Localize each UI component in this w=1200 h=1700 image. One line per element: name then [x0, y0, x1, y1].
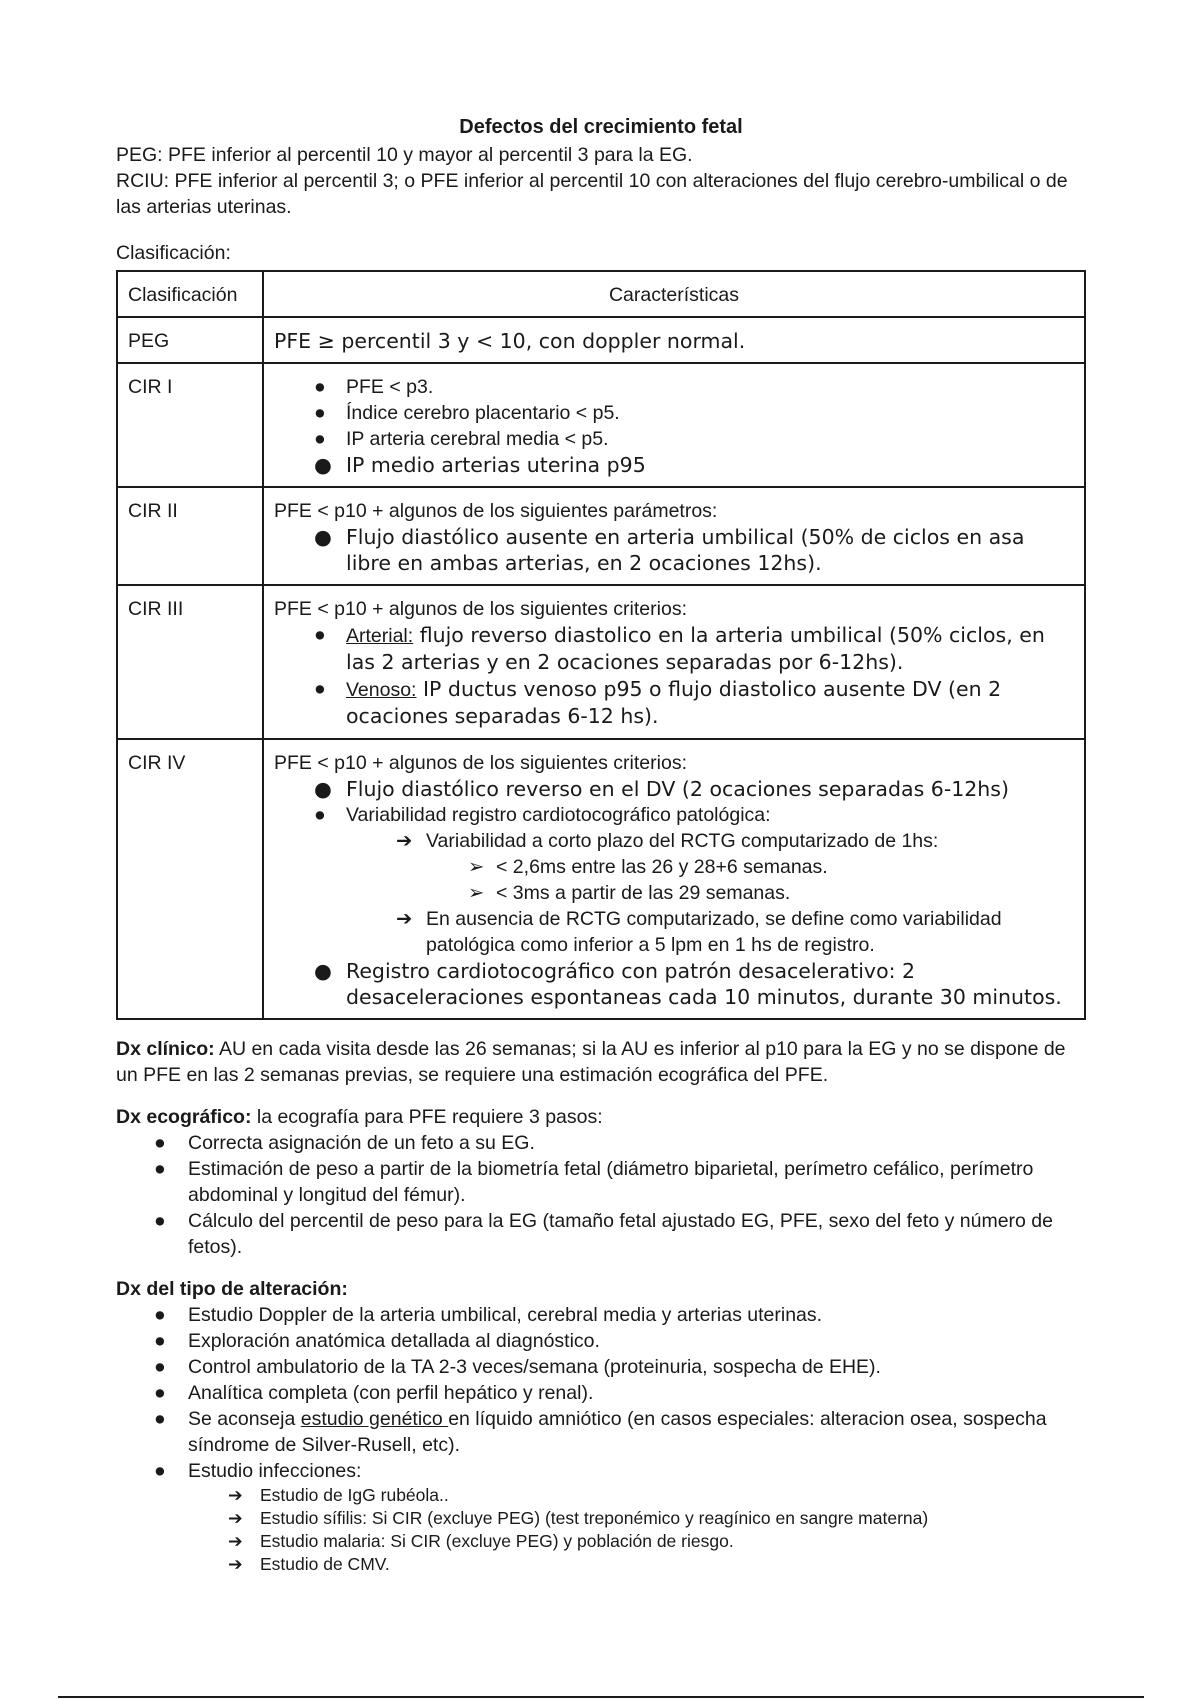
row-content-cir2	[263, 487, 1085, 585]
venoso-label: Venoso:	[346, 679, 417, 701]
bullet-icon: ●	[314, 376, 326, 398]
bullet-icon: ●	[154, 1408, 166, 1430]
list-item: ● Estimación de peso a partir de la biometría fetal (diámetro biparietal, perímetro cefálico, perímetro abdominal y longitud del fémur).	[154, 1158, 1034, 1206]
sub-list-item: ➔ Estudio malaria: Si CIR (excluye PEG) y población de riesgo.	[228, 1531, 734, 1551]
arrow-icon: ➔	[228, 1531, 243, 1551]
list-item: ● PFE < p3.	[314, 376, 434, 398]
bullet-icon: ●	[154, 1304, 166, 1326]
list-item: ● Registro cardiotocográfico con patrón desacelerativo: 2 desaceleraciones espontaneas cada 10 minutos, durante 30 minutos.	[314, 959, 1062, 1009]
cir4-list	[274, 776, 1074, 1010]
list-item: ● Venoso: IP ductus venoso p95 o flujo diastolico ausente DV (en 2 ocaciones separadas 6-12 hs).	[314, 677, 1002, 728]
list-item: ● Flujo diastólico reverso en el DV (2 ocaciones separadas 6-12hs)	[314, 777, 1009, 801]
list-item: ● Estudio Doppler de la arteria umbilical, cerebral media y arterias uterinas.	[154, 1304, 823, 1326]
bullet-icon: ●	[154, 1210, 166, 1232]
row-text-peg: PFE ≥ percentil 3 y < 10, con doppler normal.	[263, 317, 1085, 363]
list-item: ● Flujo diastólico ausente en arteria umbilical (50% de ciclos en asa libre en ambas arterias, en 2 ocaciones 12hs).	[314, 525, 1025, 575]
page-title: Defectos del crecimiento fetal	[459, 116, 743, 138]
row-content-cir1	[263, 363, 1085, 487]
table-row-cir4	[117, 739, 1085, 1019]
arrow-icon: ➔	[396, 830, 413, 852]
cir1-list	[274, 374, 1074, 478]
footer-divider	[58, 1696, 1144, 1698]
classification-label: Clasificación:	[116, 242, 231, 264]
sub-sub-list-item: ➢ < 2,6ms entre las 26 y 28+6 semanas.	[468, 856, 828, 878]
cir2-intro: PFE < p10 + algunos de los siguientes parámetros:	[274, 500, 718, 522]
bullet-icon: ●	[154, 1132, 166, 1154]
arrow-icon: ➔	[228, 1554, 243, 1574]
cir3-list	[274, 622, 1074, 730]
list-item: ● Estudio infecciones:	[154, 1460, 362, 1482]
row-content-cir3	[263, 585, 1085, 739]
header-caracteristicas: Características	[263, 271, 1085, 317]
document-page	[116, 114, 1086, 1576]
cir3-intro: PFE < p10 + algunos de los siguientes criterios:	[274, 598, 687, 620]
bullet-icon: ●	[314, 453, 332, 477]
table-header-row	[117, 271, 1085, 317]
header-clasificacion: Clasificación	[117, 271, 263, 317]
bullet-icon: ●	[154, 1330, 166, 1352]
bullet-icon: ●	[154, 1382, 166, 1404]
sub-list-item: ➔ Estudio de IgG rubéola..	[228, 1485, 449, 1505]
sub-list-item: ➔ Estudio sífilis: Si CIR (excluye PEG) (test treponémico y reagínico en sangre materna)	[228, 1508, 929, 1528]
list-item: ● Correcta asignación de un feto a su EG.	[154, 1132, 535, 1154]
table-row-peg	[117, 317, 1085, 363]
list-item: ● Analítica completa (con perfil hepático y renal).	[154, 1382, 594, 1404]
dx-clinico: Dx clínico: AU en cada visita desde las 26 semanas; si la AU es inferior al p10 para la EG y no se dispone de un PFE en las 2 semanas previas, se requiere una estimación ecográfica del PFE.	[116, 1038, 1066, 1086]
peg-definition: PEG: PFE inferior al percentil 10 y mayor al percentil 3 para la EG.	[116, 144, 693, 166]
bullet-icon: ●	[314, 525, 332, 549]
row-label-peg: PEG	[117, 317, 263, 363]
list-item: ● IP medio arterias uterina p95	[314, 453, 646, 477]
arterial-label: Arterial:	[346, 625, 414, 647]
cir2-list	[274, 524, 1074, 576]
list-item: ● Variabilidad registro cardiotocográfico patológica:	[314, 804, 771, 826]
estudio-genetico-link: estudio genético	[300, 1408, 449, 1430]
bullet-icon: ●	[314, 428, 326, 450]
row-label-cir4: CIR IV	[117, 739, 263, 1019]
sub-list-item: ➔ En ausencia de RCTG computarizado, se define como variabilidad patológica como inferior a 5 lpm en 1 hs de registro.	[396, 908, 1002, 956]
bullet-icon: ●	[154, 1460, 166, 1482]
rciu-definition: RCIU: PFE inferior al percentil 3; o PFE inferior al percentil 10 con alteraciones del flujo cerebro-umbilical o de las arterias uterinas.	[116, 170, 1068, 218]
bullet-icon: ●	[154, 1158, 166, 1180]
table-row-cir1	[117, 363, 1085, 487]
list-item: ● Se aconseja estudio genético en líquido amniótico (en casos especiales: alteracion osea, sospecha síndrome de Silver-Rusell, etc).	[154, 1408, 1047, 1456]
classification-table	[116, 270, 1086, 1020]
row-label-cir2: CIR II	[117, 487, 263, 585]
dx-ecografico: Dx ecográfico: la ecografía para PFE requiere 3 pasos:	[116, 1106, 603, 1128]
sub-list-item: ➔ Variabilidad a corto plazo del RCTG computarizado de 1hs:	[396, 830, 939, 852]
bullet-icon: ●	[154, 1356, 166, 1378]
triangle-arrow-icon: ➢	[468, 882, 485, 904]
list-item: ● Exploración anatómica detallada al diagnóstico.	[154, 1330, 600, 1352]
table-row-cir2	[117, 487, 1085, 585]
sub-sub-list-item: ➢ < 3ms a partir de las 29 semanas.	[468, 882, 791, 904]
triangle-arrow-icon: ➢	[468, 856, 485, 878]
bullet-icon: ●	[314, 678, 326, 700]
row-label-cir3: CIR III	[117, 585, 263, 739]
list-item: ● IP arteria cerebral media < p5.	[314, 428, 609, 450]
list-item: ● Arterial: flujo reverso diastolico en la arteria umbilical (50% ciclos, en las 2 arterias y en 2 ocaciones separadas por 6-12hs).	[314, 623, 1045, 674]
bullet-icon: ●	[314, 959, 332, 983]
dx-eco-list	[116, 1130, 1086, 1260]
cir4-intro: PFE < p10 + algunos de los siguientes criterios:	[274, 752, 687, 774]
bullet-icon: ●	[314, 402, 326, 424]
row-label-cir1: CIR I	[117, 363, 263, 487]
table-row-cir3	[117, 585, 1085, 739]
list-item: ● Control ambulatorio de la TA 2-3 veces/semana (proteinuria, sospecha de EHE).	[154, 1356, 881, 1378]
row-content-cir4	[263, 739, 1085, 1019]
dx-tipo-heading: Dx del tipo de alteración:	[116, 1278, 348, 1300]
arrow-icon: ➔	[228, 1508, 243, 1528]
sub-list-item: ➔ Estudio de CMV.	[228, 1554, 390, 1574]
bullet-icon: ●	[314, 624, 326, 646]
bullet-icon: ●	[314, 804, 326, 826]
bullet-icon: ●	[314, 777, 332, 801]
list-item: ● Cálculo del percentil de peso para la EG (tamaño fetal ajustado EG, PFE, sexo del feto y número de fetos).	[154, 1210, 1053, 1258]
arrow-icon: ➔	[396, 908, 413, 930]
arrow-icon: ➔	[228, 1485, 243, 1505]
list-item: ● Índice cerebro placentario < p5.	[314, 402, 620, 424]
dx-tipo-list	[116, 1302, 1086, 1576]
